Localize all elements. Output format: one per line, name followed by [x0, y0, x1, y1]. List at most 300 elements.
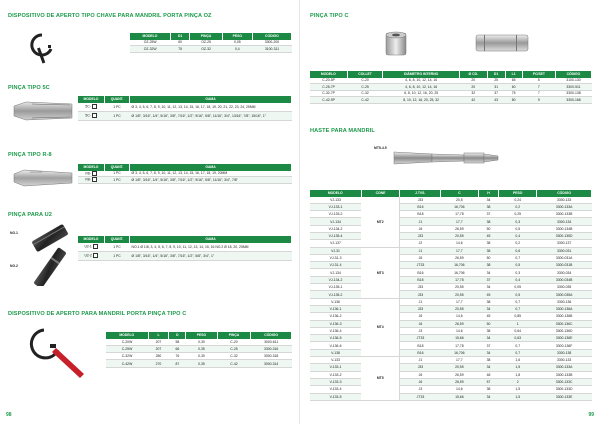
col-header: CÓDIGO — [555, 71, 591, 78]
table-cell: 3300-134B — [537, 225, 592, 232]
table-cell: J6 — [400, 313, 440, 320]
table-cell: C-20-5P — [310, 78, 347, 84]
table-cell: 34 — [478, 305, 498, 312]
page-number: 99 — [588, 412, 594, 418]
table-cell: 16,706 — [440, 203, 478, 210]
table-cell: 50 — [478, 254, 498, 261]
table-cell: V-136-2 — [310, 313, 361, 320]
table-row — [310, 254, 592, 261]
table-cell: VJ-133-1 — [310, 203, 361, 210]
table-cell: C-20 — [347, 78, 383, 84]
col-header: QUANT. — [105, 236, 130, 243]
table-cell: 4, 6, 8, 10, 12, 14, 16 — [383, 84, 460, 91]
table-row — [310, 218, 592, 225]
table-row — [310, 240, 592, 247]
table-cell: 34 — [478, 335, 498, 342]
table-cell: 1,8 — [499, 371, 537, 378]
table-cell: 5 — [522, 78, 555, 84]
table-cell: J33 — [400, 291, 440, 298]
table-cell: 75 — [505, 90, 522, 97]
table-row — [310, 97, 592, 104]
table-cell: 38 — [478, 262, 498, 269]
table-row — [78, 103, 292, 112]
table-cell: 0,25 — [499, 211, 537, 218]
table-cell: VJ-31-4 — [310, 262, 361, 269]
table-cell: 6, 8, 10, 12, 16, 20, 25 — [383, 90, 460, 97]
model-label: 5C- — [85, 104, 91, 109]
table-cell: 3300-133A — [537, 364, 592, 371]
table-row — [106, 345, 292, 352]
table-cell: 4, 6, 8, 10, 12, 14, 16 — [383, 78, 460, 84]
table-cell: 2 — [499, 378, 537, 385]
table-cell: 60 — [505, 84, 522, 91]
table-row — [310, 335, 592, 342]
table-cell: 3300-031B — [537, 262, 592, 269]
table-cell: J6 — [400, 225, 440, 232]
table-cell: 1,6 — [499, 357, 537, 364]
table-cell: 45 — [478, 291, 498, 298]
table-cell: 3300-035A — [537, 291, 592, 298]
table-cell: 34 — [478, 197, 498, 204]
cell-range: Ø 1/8", 3/16", 1/4", 5/16", 3/8", 7/16", 1/2", 9/16", 5/8", 11/16", 3/4", 7/8" — [130, 177, 292, 184]
table-cell: 7 — [522, 84, 555, 91]
table-cell: 3300-136B — [537, 313, 592, 320]
table-cell: 0,3 — [499, 218, 537, 225]
table-cell: 38 — [478, 240, 498, 247]
table-row — [106, 360, 292, 367]
cell-qty: 1 PC — [105, 243, 130, 252]
table-cell: 3300-133 — [537, 357, 592, 364]
col-header: MODELO — [130, 33, 170, 40]
table-cell: 0,7 — [499, 298, 537, 305]
table-cell: J6 — [400, 254, 440, 261]
page-number: 98 — [6, 412, 12, 418]
table-cell: 34 — [478, 364, 498, 371]
table-cell: VJ-134-2 — [310, 225, 361, 232]
cell-range: Ø 3, 4, 5, 6, 7, 8, 9, 10, 11, 12, 13, 14, 15, 16, 17, 18, 19, 20, 21, 22, 23, 24, 25MM — [130, 103, 292, 112]
cell-collet: OZ-32 — [190, 46, 222, 53]
col-header: PESO — [499, 190, 537, 197]
table-cell: J2 — [400, 240, 440, 247]
table-cell: 3000-314 — [251, 360, 292, 367]
model-label: R8- — [85, 177, 91, 182]
table-cell: J33 — [400, 364, 440, 371]
r8-collet-table — [78, 164, 292, 184]
col-header: MODELO — [78, 236, 105, 243]
c-wrench-image — [22, 324, 88, 382]
cell-model — [78, 243, 105, 252]
u2-collets-image — [24, 224, 76, 286]
table-cell: 48 — [478, 371, 498, 378]
table-cell: 80 — [505, 97, 522, 104]
table-cell: VJ-133-2 — [310, 211, 361, 218]
col-header: PC/SET — [522, 71, 555, 78]
arbor-image-label: MT5-4.5 — [374, 146, 387, 150]
table-cell: 0,30 — [186, 339, 217, 346]
table-row — [310, 364, 592, 371]
cell-qty: 1 PC — [105, 111, 130, 120]
model-label: U2-2 — [84, 253, 92, 258]
table-cell: 3300-133E — [537, 393, 592, 400]
section-title-arbor: HASTE PARA MANDRIL — [310, 128, 375, 134]
table-cell: 0,35 — [186, 345, 217, 352]
collet-no2-label: NO.2 — [10, 264, 18, 268]
table-cell: B16 — [400, 269, 440, 276]
table-cell: 3300-133C — [537, 378, 592, 385]
table-cell: 17,7 — [440, 298, 478, 305]
table-cell: 0,7 — [499, 342, 537, 349]
table-cell: 3300-134 — [537, 218, 592, 225]
col-header: CÓDIGO — [251, 332, 292, 339]
table-cell: 14,6 — [440, 313, 478, 320]
model-label: R8- — [85, 171, 91, 176]
table-cell: VJ-137 — [310, 240, 361, 247]
table-cell: 1,5 — [499, 393, 537, 400]
table-cell: 16,706 — [440, 269, 478, 276]
table-cell: 37 — [478, 276, 498, 283]
table-cell: 45 — [478, 232, 498, 239]
col-header: MODELO — [310, 190, 361, 197]
table-cell: 26,59 — [440, 371, 478, 378]
table-cell: 3300-511 — [555, 84, 591, 91]
table-cell: 3300-133D — [537, 386, 592, 393]
table-cell: 0,5 — [499, 225, 537, 232]
table-cell: J6 — [400, 378, 440, 385]
col-header: COLLET — [347, 71, 383, 78]
table-row — [310, 298, 592, 305]
table-cell: 34 — [478, 349, 498, 356]
section-title-c-wrench: DISPOSITIVO DE APERTO PARA MANDRIL PORTA PINÇA TIPO C — [8, 311, 187, 317]
table-cell: 0,30 — [186, 353, 217, 360]
table-cell: JT33 — [400, 262, 440, 269]
table-cell: 0,4 — [499, 276, 537, 283]
table-cell: 3300-136D — [537, 327, 592, 334]
table-cell: 76 — [169, 353, 186, 360]
table-cell: 0,4 — [499, 232, 537, 239]
table-cell: J33 — [400, 197, 440, 204]
c-collet-left-image — [378, 27, 414, 59]
col-header: D — [169, 332, 186, 339]
table-cell: 3300-136 — [537, 298, 592, 305]
table-cell: 25 — [487, 78, 505, 84]
checkbox-icon — [92, 113, 97, 118]
oz-wrench-table — [130, 33, 292, 53]
table-cell: J33 — [400, 232, 440, 239]
table-cell: VJ-134 — [310, 218, 361, 225]
checkbox-icon — [92, 171, 97, 176]
table-cell: J1 — [400, 357, 440, 364]
table-cell: J6 — [400, 371, 440, 378]
table-row — [310, 269, 592, 276]
table-cell: 20,55 — [440, 284, 478, 291]
table-cell: V-133-2 — [310, 371, 361, 378]
col-header: Ø CD. — [459, 71, 487, 78]
table-row — [310, 211, 592, 218]
table-cell: 3300-136A — [537, 305, 592, 312]
table-cell: 7 — [522, 90, 555, 97]
table-cell: 17,7 — [440, 357, 478, 364]
checkbox-icon — [93, 244, 98, 249]
table-cell: 15,66 — [440, 335, 478, 342]
table-cell: C-25 — [347, 84, 383, 91]
table-cell: C-32W — [106, 353, 148, 360]
table-cell: 0,05 — [499, 284, 537, 291]
cell-weight: 0,4 — [222, 46, 252, 53]
table-cell: C-25W — [106, 345, 148, 352]
table-cell: 17,7 — [440, 218, 478, 225]
table-cell: V-136-4 — [310, 327, 361, 334]
table-cell: C-42W — [106, 360, 148, 367]
table-cell: 50 — [478, 320, 498, 327]
col-header: CÓDIGO — [537, 190, 592, 197]
table-cell: 0,63 — [499, 335, 537, 342]
table-cell: 3300-135D — [537, 232, 592, 239]
table-cell: 0,5 — [499, 291, 537, 298]
table-cell: C-32 — [347, 90, 383, 97]
table-cell: J1 — [400, 218, 440, 225]
table-cell: 58 — [169, 339, 186, 346]
table-cell: 16,706 — [440, 349, 478, 356]
cell-model — [78, 177, 105, 184]
table-cell: 34 — [478, 269, 498, 276]
table-cell: V-136 — [310, 298, 361, 305]
table-row — [310, 393, 592, 400]
table-cell: 280 — [148, 353, 169, 360]
table-row — [310, 357, 592, 364]
table-cell: 37 — [478, 342, 498, 349]
col-header: GAMA — [130, 164, 292, 171]
table-cell: 0,85 — [499, 313, 537, 320]
table-cell: J1 — [400, 298, 440, 305]
table-cell: C-25-7P — [310, 84, 347, 91]
collet-no1-label: NO.1 — [10, 231, 18, 235]
col-header: DIÂMETRO INTERNO — [383, 71, 460, 78]
table-cell: 87 — [169, 360, 186, 367]
section-title-u2-collet: PINÇA PARA U2 — [8, 212, 52, 218]
col-header: MODELO — [106, 332, 148, 339]
table-row — [106, 339, 292, 346]
table-row — [310, 313, 592, 320]
cell-range: Ø 1/8", 3/16", 1/4", 5/16", 3/8", 7/16", 1/2", 5/8", 3/4", 1" — [130, 251, 292, 260]
table-cell: 270 — [148, 360, 169, 367]
cell-d1: 60 — [170, 40, 189, 46]
c-collet-table — [310, 71, 592, 104]
section-title-r8-collet: PINÇA TIPO R-8 — [8, 152, 52, 158]
table-row — [310, 197, 592, 204]
table-cell: V-133 — [310, 357, 361, 364]
table-cell: V-133-5 — [310, 393, 361, 400]
table-cell: 3300-035 — [537, 284, 592, 291]
cone-group-cell: MT3 — [361, 247, 400, 298]
table-cell: C-42 — [217, 360, 251, 367]
table-row — [310, 225, 592, 232]
table-cell: 0,35 — [186, 360, 217, 367]
table-cell: C-32 — [217, 353, 251, 360]
table-row — [310, 291, 592, 298]
c-wrench-table — [106, 332, 292, 368]
checkbox-icon — [92, 177, 97, 182]
col-header: QUANT. — [105, 164, 130, 171]
table-cell: VJ-133 — [310, 197, 361, 204]
cell-model — [78, 103, 105, 112]
table-cell: 38 — [478, 357, 498, 364]
table-row — [310, 378, 592, 385]
table-cell: 3300-168 — [555, 97, 591, 104]
table-cell: 32 — [459, 90, 487, 97]
table-cell: 26,59 — [440, 225, 478, 232]
table-cell: 50 — [478, 225, 498, 232]
table-cell: 26,59 — [440, 320, 478, 327]
table-cell: 17,7 — [440, 247, 478, 254]
table-cell: 1,5 — [499, 364, 537, 371]
cell-code: 3300-200 — [252, 40, 291, 46]
cell-weight: 0,05 — [222, 40, 252, 46]
table-row — [310, 320, 592, 327]
table-cell: 66 — [169, 345, 186, 352]
table-row — [310, 305, 592, 312]
table-row — [310, 262, 592, 269]
col-header: MODELO — [310, 71, 347, 78]
table-cell: 31 — [487, 84, 505, 91]
cell-range: NO.1 Ø 1/8, 3, 4, 5, 6, 7, 8, 9, 10, 11, 12, 13, 14, 15, 16 NO.2 Ø 18, 20, 25MM — [130, 243, 292, 252]
col-header: GAMA — [130, 96, 292, 103]
table-cell: C-20W — [106, 339, 148, 346]
table-cell: VJ-31-3 — [310, 254, 361, 261]
cell-model — [78, 111, 105, 120]
col-header: D1 — [170, 33, 189, 40]
table-cell: 42 — [459, 97, 487, 104]
table-cell: 34 — [478, 393, 498, 400]
cell-collet: OZ-25 — [190, 40, 222, 46]
col-header: C — [440, 190, 478, 197]
col-header: QUANT. — [105, 96, 130, 103]
cell-model: OZ-32W — [130, 46, 170, 53]
table-cell: 207 — [148, 339, 169, 346]
table-row — [78, 111, 292, 120]
table-cell: 0,3 — [499, 269, 537, 276]
checkbox-icon — [93, 253, 98, 258]
table-row — [310, 284, 592, 291]
hook-wrench-image — [28, 31, 56, 65]
table-cell: 38 — [478, 203, 498, 210]
table-row — [310, 90, 592, 97]
cell-range: Ø 1/8", 3/16", 1/4", 5/16", 3/8", 7/16", 1/2", 9/16", 5/8", 11/16", 3/4", 13/16", 7/8", 15/16", 1" — [130, 111, 292, 120]
table-cell: 38 — [478, 386, 498, 393]
table-cell: V-136-5 — [310, 335, 361, 342]
cell-qty: 1 PC — [105, 251, 130, 260]
table-cell: VJ-135-4 — [310, 232, 361, 239]
table-cell: 9 — [522, 97, 555, 104]
table-row — [106, 353, 292, 360]
table-cell: 0,7 — [499, 254, 537, 261]
table-cell: 38 — [478, 298, 498, 305]
col-header: CÓDIGO — [252, 33, 291, 40]
table-cell: 1 — [499, 320, 537, 327]
table-cell: 26,59 — [440, 254, 478, 261]
table-cell: 26,59 — [440, 378, 478, 385]
cone-group-cell: MT4 — [361, 298, 400, 356]
table-cell: 3000-611 — [251, 339, 292, 346]
table-cell: JT33 — [400, 393, 440, 400]
table-cell: 20,55 — [440, 305, 478, 312]
table-cell: 17,78 — [440, 211, 478, 218]
table-cell: 3300-034B — [537, 276, 592, 283]
table-row — [310, 327, 592, 334]
col-header: L1 — [505, 71, 522, 78]
r8-collet-image — [12, 165, 74, 191]
table-row — [78, 177, 292, 184]
table-cell: 14,6 — [440, 386, 478, 393]
table-cell: 3300-031A — [537, 254, 592, 261]
table-row — [310, 203, 592, 210]
table-cell: 14,6 — [440, 240, 478, 247]
table-cell: B18 — [400, 276, 440, 283]
cell-model: OZ-25W — [130, 40, 170, 46]
table-cell: 3300-316 — [251, 345, 292, 352]
table-cell: 0,2 — [499, 203, 537, 210]
5c-collet-image — [12, 98, 74, 124]
cone-group-cell: MT5 — [361, 357, 400, 401]
table-cell: 17,78 — [440, 342, 478, 349]
table-cell: 3300-133B — [537, 371, 592, 378]
cell-qty: 1 PC — [105, 171, 130, 177]
col-header: MODELO — [78, 164, 105, 171]
table-cell: VJ-135-2 — [310, 291, 361, 298]
cell-qty: 1 PC — [105, 177, 130, 184]
table-cell: 34 — [478, 284, 498, 291]
table-cell: V-136-6 — [310, 342, 361, 349]
table-row — [310, 386, 592, 393]
table-cell: B18 — [400, 342, 440, 349]
table-row — [310, 349, 592, 356]
col-header: J.TVS. — [400, 190, 440, 197]
table-cell: 20,55 — [440, 364, 478, 371]
table-cell: 38 — [478, 327, 498, 334]
table-row — [310, 84, 592, 91]
col-header: PINÇA — [217, 332, 251, 339]
checkbox-icon — [92, 104, 97, 109]
table-cell: 20 — [459, 84, 487, 91]
table-cell: 3300-133 — [537, 197, 592, 204]
table-row — [310, 276, 592, 283]
table-cell: 3100-130 — [555, 78, 591, 84]
table-cell: 20,5 — [440, 197, 478, 204]
table-cell: 15,66 — [440, 393, 478, 400]
table-cell: J1 — [400, 247, 440, 254]
section-title-5c-collet: PINÇA TIPO 5C — [8, 85, 50, 91]
table-cell: J33 — [400, 284, 440, 291]
table-cell: 3300-138 — [555, 90, 591, 97]
table-cell: 38 — [478, 247, 498, 254]
table-cell: J3 — [400, 327, 440, 334]
table-cell: VJ-134 — [310, 269, 361, 276]
table-cell: 45 — [478, 313, 498, 320]
col-header: CONE — [361, 190, 400, 197]
table-cell: 16,706 — [440, 262, 478, 269]
table-cell: 207 — [148, 345, 169, 352]
u2-collet-table — [78, 236, 292, 261]
table-cell: C-42-9P — [310, 97, 347, 104]
table-row — [310, 371, 592, 378]
5c-collet-table — [78, 96, 292, 121]
table-cell: 8, 10, 12, 16, 20, 25, 32 — [383, 97, 460, 104]
section-title-oz-wrench: DISPOSITIVO DE APERTO TIPO CHAVE PARA MANDRIL PORTA PINÇA OZ — [8, 13, 212, 19]
table-cell: 0,7 — [499, 305, 537, 312]
table-row — [78, 243, 292, 252]
right-page — [300, 0, 600, 424]
table-cell: JT33 — [400, 335, 440, 342]
table-row — [130, 46, 292, 53]
